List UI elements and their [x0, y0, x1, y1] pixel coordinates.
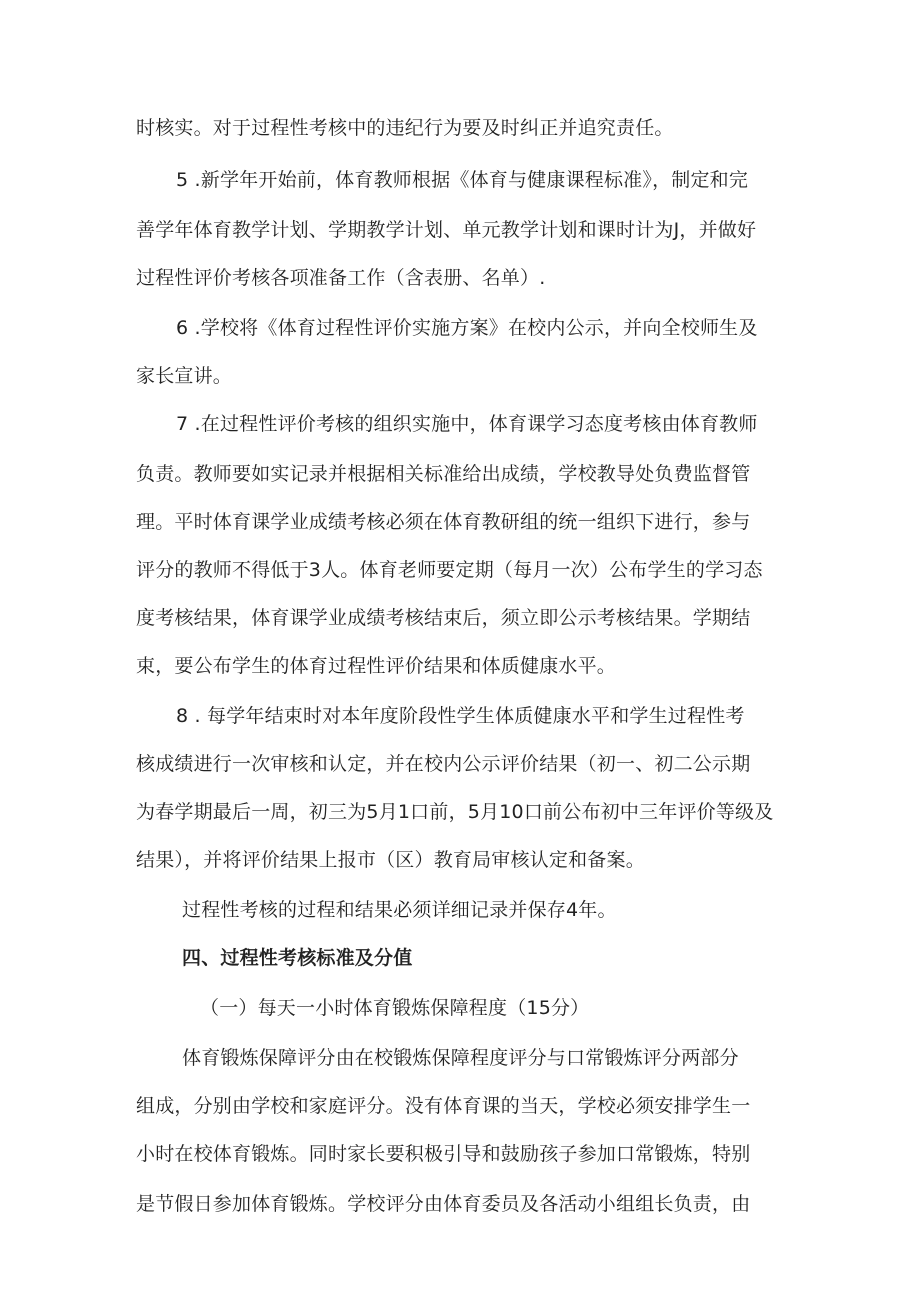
paragraph-line: 负责。教师要如实记录并根据相关标准给出成绩，学校教导处负费监督管 — [136, 463, 751, 485]
paragraph-line: 家长宣讲。 — [136, 365, 233, 387]
paragraph-line: 过程性考核的过程和结果必须详细记录并保存4年。 — [182, 899, 617, 921]
paragraph-line: 结果），并将评价结果上报市（区）教育局审核认定和备案。 — [136, 849, 645, 871]
paragraph-line: 核成绩进行一次审核和认定，并在校内公示评价结果（初一、初二公示期 — [136, 753, 751, 775]
list-item-6: 6 .学校将《体育过程性评价实施方案》在校内公示，并向全校师生及 — [176, 317, 758, 339]
paragraph-line: 时核实。对于过程性考核中的违纪行为要及时纠正并追究责任。 — [136, 117, 674, 139]
subsection-heading: （一）每天一小时体育锻炼保障程度（15分） — [200, 997, 590, 1019]
paragraph-line: 组成，分别由学校和家庭评分。没有体育课的当天，学校必须安排学生一 — [136, 1095, 751, 1117]
list-item-7: 7 .在过程性评价考核的组织实施中，体育课学习态度考核由体育教师 — [176, 413, 758, 435]
paragraph-line: 理。平时体育课学业成绩考核必须在体育教研组的统一组织下进行，参与 — [136, 511, 751, 533]
paragraph-line: 善学年体育教学计划、学期教学计划、单元教学计划和课时计为J，并做好 — [136, 219, 757, 241]
paragraph-line: 为春学期最后一周，初三为5月1口前，5月10口前公布初中三年评价等级及 — [136, 801, 774, 823]
paragraph-line: 评分的教师不得低于3人。体育老师要定期（每月一次）公布学生的学习态 — [136, 559, 763, 581]
paragraph-line: 小时在校体育锻炼。同时家长要积极引导和鼓励孩子参加口常锻炼，特别 — [136, 1143, 751, 1165]
list-item-5: 5 .新学年开始前，体育教师根据《体育与健康课程标准》，制定和完 — [176, 169, 749, 191]
paragraph-line: 束，要公布学生的体育过程性评价结果和体质健康水平。 — [136, 655, 617, 677]
paragraph-line: 度考核结果，体育课学业成绩考核结束后，须立即公示考核结果。学期结 — [136, 607, 751, 629]
section-heading: 四、过程性考核标准及分值 — [182, 947, 413, 969]
list-item-8: 8 . 每学年结束时对本年度阶段性学生体质健康水平和学生过程性考 — [176, 705, 745, 727]
paragraph-line: 过程性评价考核各项准备工作（含表册、名单）. — [136, 267, 546, 289]
paragraph-line: 体育锻炼保障评分由在校锻炼保障程度评分与口常锻炼评分两部分 — [182, 1047, 739, 1069]
paragraph-line: 是节假日参加体育锻炼。学校评分由体育委员及各活动小组组长负责，由 — [136, 1193, 751, 1215]
